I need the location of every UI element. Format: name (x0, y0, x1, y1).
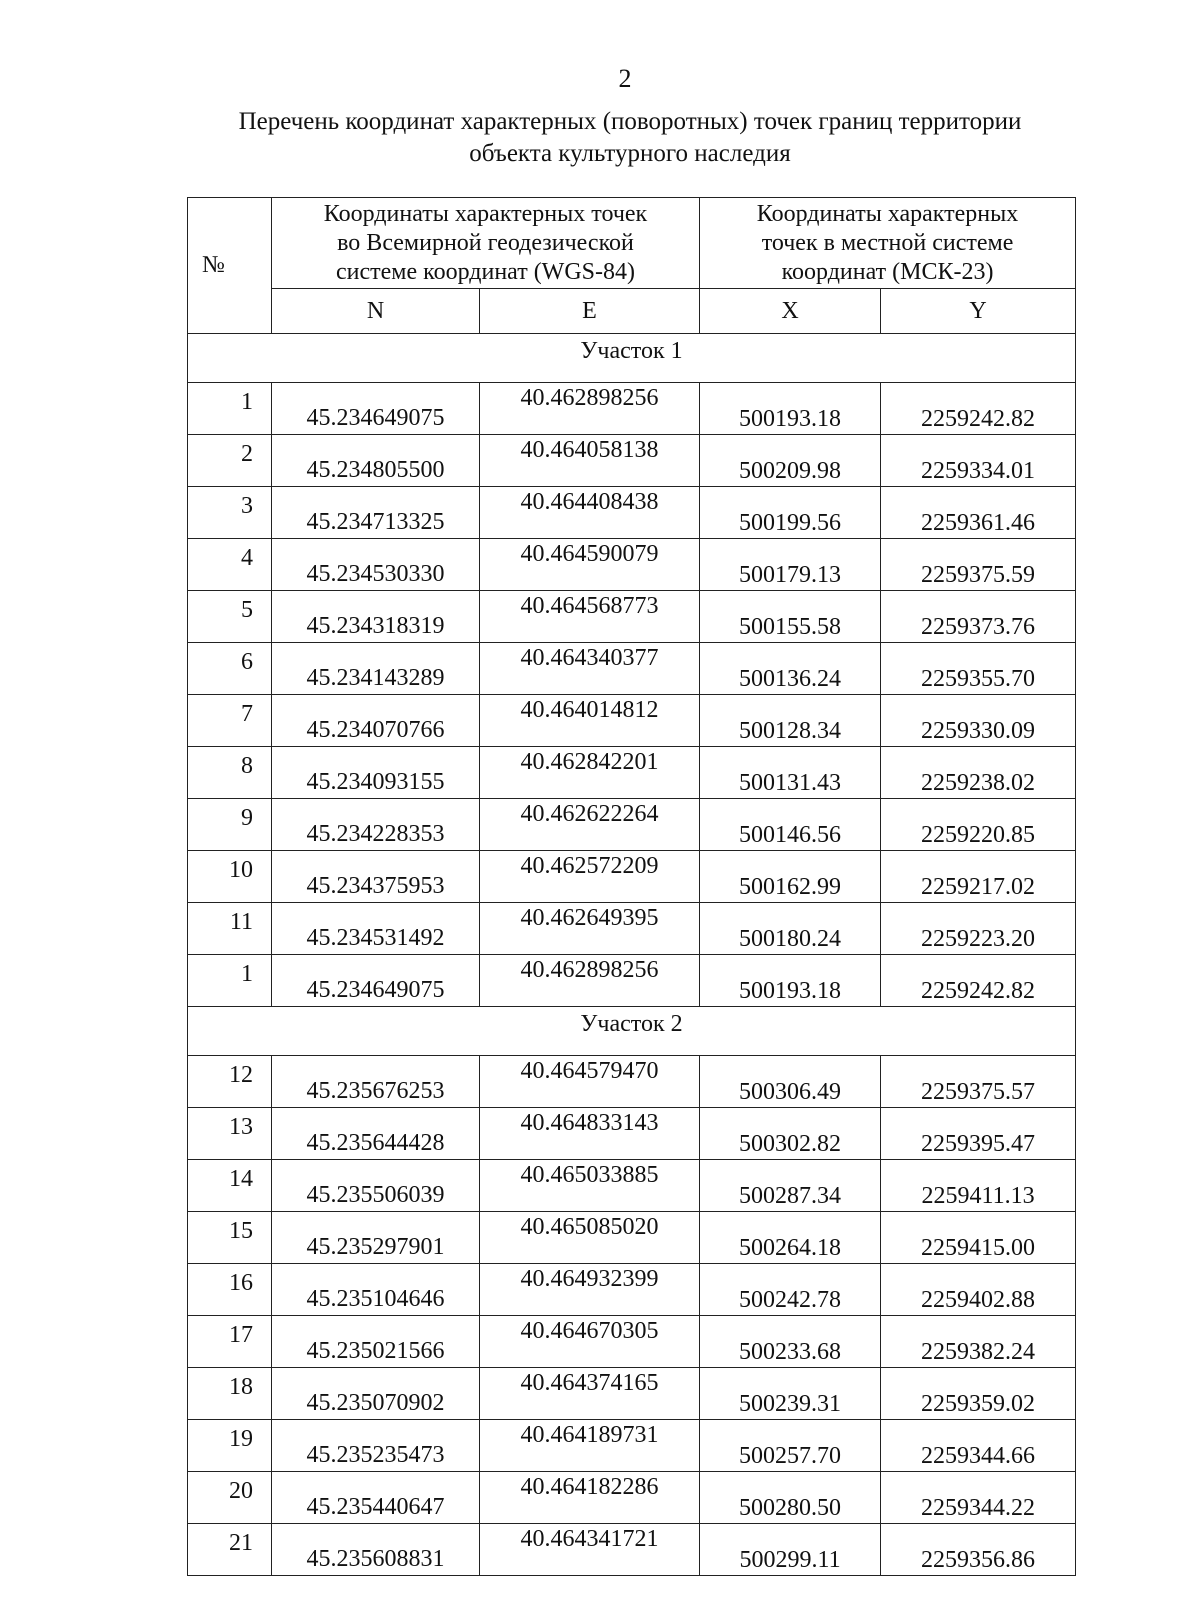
document-title-line-1: Перечень координат характерных (поворотных) точек границ территории (238, 108, 1022, 135)
section-title: Участок 1 (188, 334, 1076, 383)
wgs84-n-cell: 45.235644428 (272, 1108, 480, 1160)
table-row (188, 1160, 1076, 1212)
table-row (188, 955, 1076, 1007)
msk23-y-cell: 2259373.76 (881, 591, 1076, 643)
header-col-x: X (700, 289, 881, 334)
wgs84-n-cell: 45.234375953 (272, 851, 480, 903)
wgs84-n-cell: 45.235506039 (272, 1160, 480, 1212)
table-row (188, 747, 1076, 799)
wgs84-e-cell: 40.464833143 (480, 1108, 700, 1160)
wgs84-n-cell: 45.235440647 (272, 1472, 480, 1524)
wgs84-e-cell: 40.464932399 (480, 1264, 700, 1316)
msk23-y-cell: 2259356.86 (881, 1524, 1076, 1576)
table-row (188, 383, 1076, 435)
wgs84-n-cell: 45.234649075 (272, 383, 480, 435)
wgs84-n-cell: 45.234228353 (272, 799, 480, 851)
point-number-cell: 6 (188, 643, 272, 695)
wgs84-e-cell: 40.464340377 (480, 643, 700, 695)
wgs84-e-cell: 40.464014812 (480, 695, 700, 747)
msk23-x-cell: 500209.98 (700, 435, 881, 487)
wgs84-e-cell: 40.464189731 (480, 1420, 700, 1472)
point-number-cell: 19 (188, 1420, 272, 1472)
msk23-y-cell: 2259395.47 (881, 1108, 1076, 1160)
table-body (188, 334, 1076, 1576)
wgs84-e-cell: 40.464590079 (480, 539, 700, 591)
section-title: Участок 2 (188, 1007, 1076, 1056)
msk23-y-cell: 2259411.13 (881, 1160, 1076, 1212)
header-msk23-line-3: координат (МСК-23) (781, 259, 994, 285)
section-row (188, 1007, 1076, 1056)
point-number-cell: 2 (188, 435, 272, 487)
point-number-cell: 3 (188, 487, 272, 539)
point-number-cell: 7 (188, 695, 272, 747)
table-row (188, 1108, 1076, 1160)
wgs84-n-cell: 45.234093155 (272, 747, 480, 799)
msk23-y-cell: 2259359.02 (881, 1368, 1076, 1420)
wgs84-e-cell: 40.464408438 (480, 487, 700, 539)
msk23-x-cell: 500306.49 (700, 1056, 881, 1108)
msk23-y-cell: 2259344.66 (881, 1420, 1076, 1472)
document-title (170, 106, 1090, 170)
msk23-y-cell: 2259238.02 (881, 747, 1076, 799)
table-row (188, 1212, 1076, 1264)
point-number-cell: 10 (188, 851, 272, 903)
msk23-y-cell: 2259242.82 (881, 383, 1076, 435)
header-col-e: E (480, 289, 700, 334)
section-row (188, 334, 1076, 383)
table-row (188, 643, 1076, 695)
msk23-y-cell: 2259382.24 (881, 1316, 1076, 1368)
wgs84-e-cell: 40.464182286 (480, 1472, 700, 1524)
wgs84-e-cell: 40.464568773 (480, 591, 700, 643)
point-number-cell: 18 (188, 1368, 272, 1420)
wgs84-e-cell: 40.462649395 (480, 903, 700, 955)
page-number: 2 (618, 64, 632, 93)
wgs84-n-cell: 45.235021566 (272, 1316, 480, 1368)
msk23-x-cell: 500264.18 (700, 1212, 881, 1264)
point-number-cell: 17 (188, 1316, 272, 1368)
wgs84-e-cell: 40.462898256 (480, 383, 700, 435)
table-row (188, 1420, 1076, 1472)
msk23-x-cell: 500280.50 (700, 1472, 881, 1524)
table-row (188, 435, 1076, 487)
wgs84-e-cell: 40.462572209 (480, 851, 700, 903)
point-number-cell: 15 (188, 1212, 272, 1264)
wgs84-n-cell: 45.234143289 (272, 643, 480, 695)
point-number-cell: 13 (188, 1108, 272, 1160)
msk23-x-cell: 500146.56 (700, 799, 881, 851)
point-number-cell: 20 (188, 1472, 272, 1524)
wgs84-e-cell: 40.462622264 (480, 799, 700, 851)
wgs84-e-cell: 40.464058138 (480, 435, 700, 487)
msk23-x-cell: 500239.31 (700, 1368, 881, 1420)
wgs84-n-cell: 45.235676253 (272, 1056, 480, 1108)
msk23-y-cell: 2259361.46 (881, 487, 1076, 539)
table-row (188, 487, 1076, 539)
header-msk23-group (700, 198, 1076, 289)
table-row (188, 695, 1076, 747)
wgs84-e-cell: 40.464374165 (480, 1368, 700, 1420)
msk23-x-cell: 500233.68 (700, 1316, 881, 1368)
table-row (188, 539, 1076, 591)
msk23-x-cell: 500180.24 (700, 903, 881, 955)
msk23-y-cell: 2259415.00 (881, 1212, 1076, 1264)
header-col-y: Y (881, 289, 1076, 334)
table-header (188, 198, 1076, 334)
msk23-y-cell: 2259223.20 (881, 903, 1076, 955)
table-row (188, 591, 1076, 643)
header-wgs84-group (272, 198, 700, 289)
table-row (188, 1524, 1076, 1576)
msk23-x-cell: 500155.58 (700, 591, 881, 643)
msk23-y-cell: 2259242.82 (881, 955, 1076, 1007)
coordinates-table (187, 197, 1076, 1576)
point-number-cell: 21 (188, 1524, 272, 1576)
table-row (188, 1368, 1076, 1420)
msk23-y-cell: 2259330.09 (881, 695, 1076, 747)
header-wgs84-line-2: во Всемирной геодезической (337, 230, 634, 256)
wgs84-e-cell: 40.464579470 (480, 1056, 700, 1108)
table-row (188, 1264, 1076, 1316)
wgs84-n-cell: 45.234805500 (272, 435, 480, 487)
table-row (188, 1056, 1076, 1108)
point-number-cell: 4 (188, 539, 272, 591)
msk23-x-cell: 500199.56 (700, 487, 881, 539)
wgs84-e-cell: 40.462898256 (480, 955, 700, 1007)
msk23-y-cell: 2259344.22 (881, 1472, 1076, 1524)
document-title-line-2: объекта культурного наследия (469, 140, 791, 167)
msk23-x-cell: 500136.24 (700, 643, 881, 695)
header-msk23-line-2: точек в местной системе (761, 230, 1014, 256)
point-number-cell: 12 (188, 1056, 272, 1108)
table-row (188, 903, 1076, 955)
point-number-cell: 1 (188, 955, 272, 1007)
wgs84-n-cell: 45.234530330 (272, 539, 480, 591)
header-wgs84-line-3: системе координат (WGS-84) (336, 259, 635, 285)
wgs84-e-cell: 40.464341721 (480, 1524, 700, 1576)
msk23-y-cell: 2259402.88 (881, 1264, 1076, 1316)
point-number-cell: 8 (188, 747, 272, 799)
msk23-x-cell: 500299.11 (700, 1524, 881, 1576)
msk23-x-cell: 500193.18 (700, 955, 881, 1007)
wgs84-n-cell: 45.235297901 (272, 1212, 480, 1264)
point-number-cell: 9 (188, 799, 272, 851)
wgs84-n-cell: 45.234070766 (272, 695, 480, 747)
wgs84-e-cell: 40.462842201 (480, 747, 700, 799)
msk23-x-cell: 500242.78 (700, 1264, 881, 1316)
wgs84-e-cell: 40.465033885 (480, 1160, 700, 1212)
msk23-y-cell: 2259334.01 (881, 435, 1076, 487)
wgs84-n-cell: 45.234531492 (272, 903, 480, 955)
wgs84-n-cell: 45.235070902 (272, 1368, 480, 1420)
point-number-cell: 14 (188, 1160, 272, 1212)
wgs84-n-cell: 45.235235473 (272, 1420, 480, 1472)
msk23-x-cell: 500131.43 (700, 747, 881, 799)
wgs84-n-cell: 45.234649075 (272, 955, 480, 1007)
msk23-x-cell: 500257.70 (700, 1420, 881, 1472)
header-wgs84-line-1: Координаты характерных точек (323, 201, 648, 227)
table-row (188, 851, 1076, 903)
table-row (188, 1472, 1076, 1524)
msk23-y-cell: 2259220.85 (881, 799, 1076, 851)
wgs84-n-cell: 45.235104646 (272, 1264, 480, 1316)
header-col-n: N (272, 289, 480, 334)
wgs84-n-cell: 45.234318319 (272, 591, 480, 643)
wgs84-n-cell: 45.234713325 (272, 487, 480, 539)
point-number-cell: 16 (188, 1264, 272, 1316)
msk23-y-cell: 2259355.70 (881, 643, 1076, 695)
point-number-cell: 1 (188, 383, 272, 435)
wgs84-e-cell: 40.465085020 (480, 1212, 700, 1264)
wgs84-e-cell: 40.464670305 (480, 1316, 700, 1368)
msk23-x-cell: 500287.34 (700, 1160, 881, 1212)
msk23-x-cell: 500179.13 (700, 539, 881, 591)
msk23-x-cell: 500128.34 (700, 695, 881, 747)
wgs84-n-cell: 45.235608831 (272, 1524, 480, 1576)
msk23-x-cell: 500162.99 (700, 851, 881, 903)
table-row (188, 799, 1076, 851)
header-msk23-line-1: Координаты характерных (756, 201, 1019, 227)
table-row (188, 1316, 1076, 1368)
msk23-x-cell: 500193.18 (700, 383, 881, 435)
msk23-x-cell: 500302.82 (700, 1108, 881, 1160)
msk23-y-cell: 2259375.57 (881, 1056, 1076, 1108)
point-number-cell: 11 (188, 903, 272, 955)
header-number: № (188, 198, 272, 334)
msk23-y-cell: 2259375.59 (881, 539, 1076, 591)
point-number-cell: 5 (188, 591, 272, 643)
msk23-y-cell: 2259217.02 (881, 851, 1076, 903)
